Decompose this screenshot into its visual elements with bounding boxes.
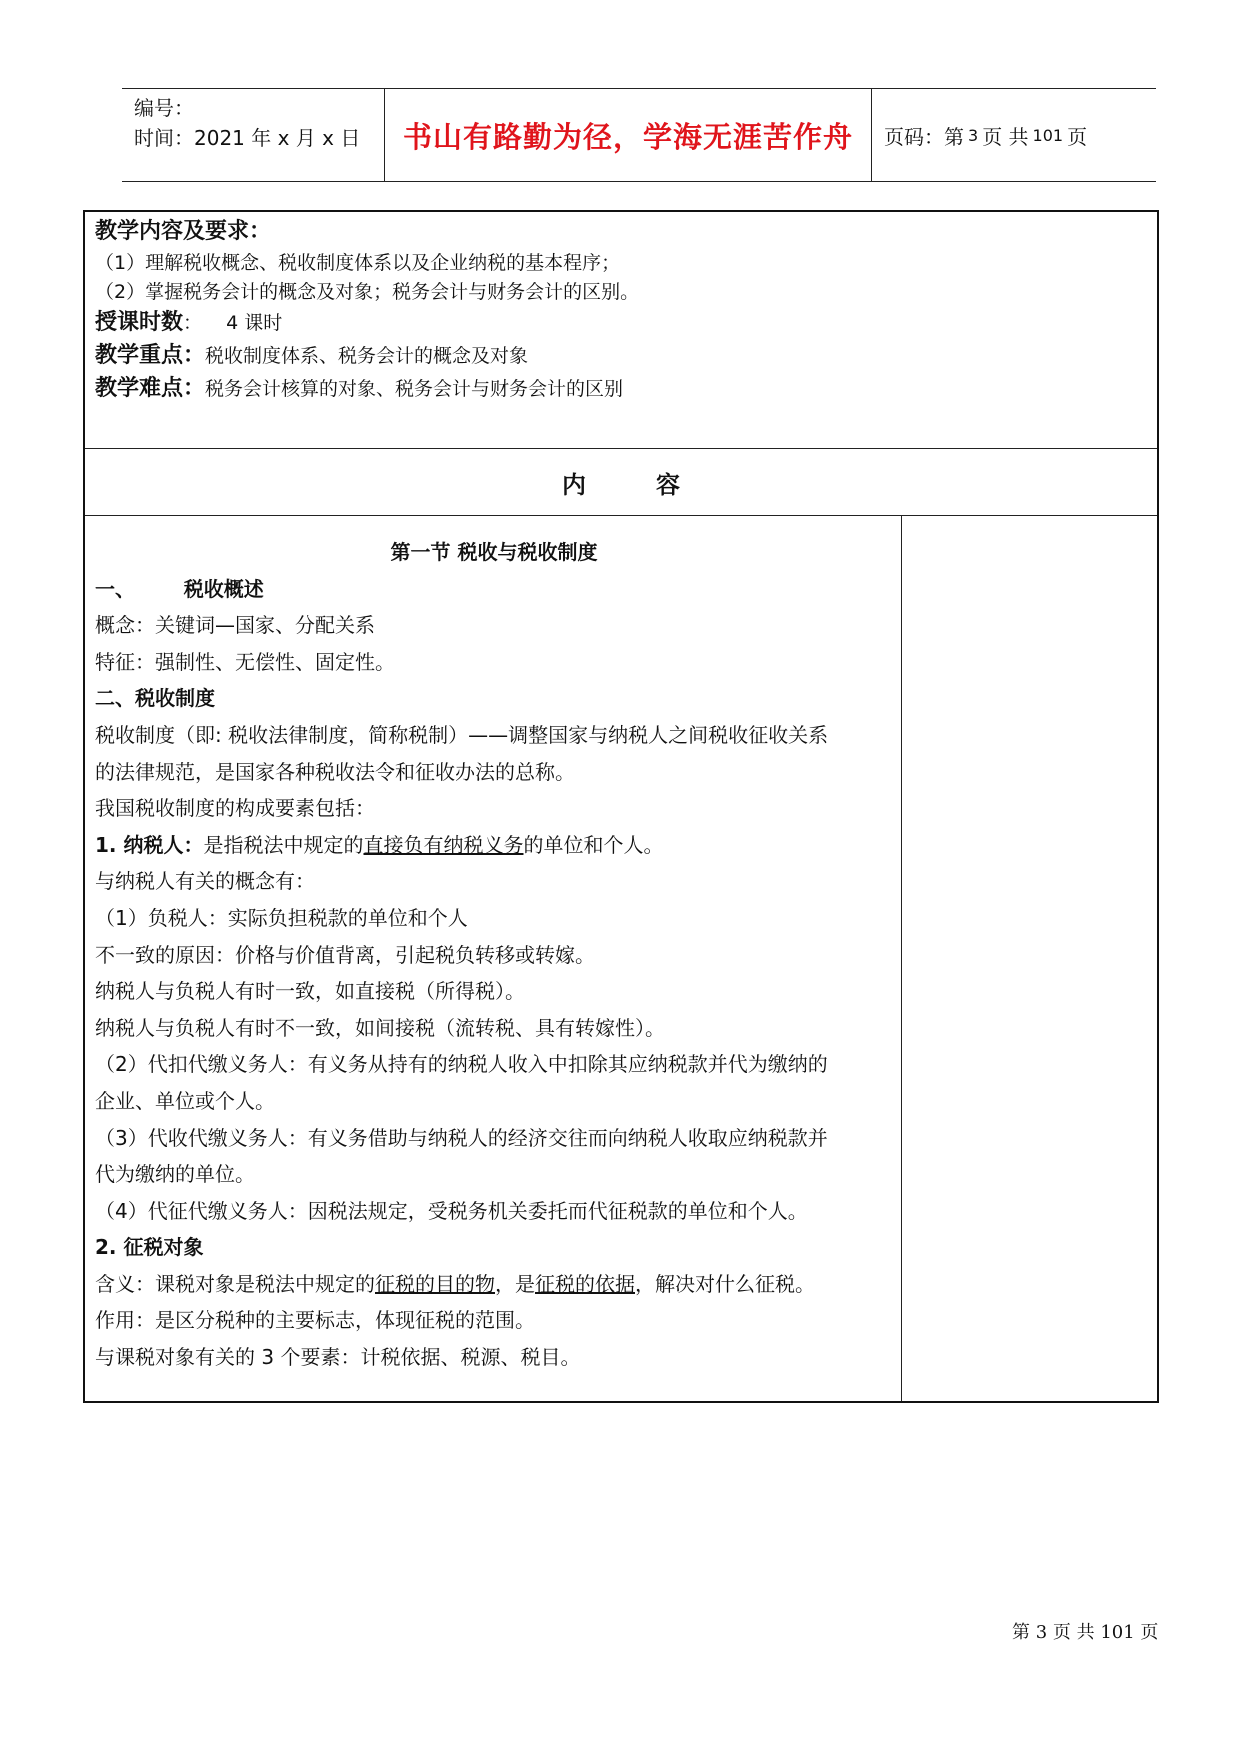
page-total: 101 [1032,125,1064,145]
entrusted-line: （4）代征代缴义务人：因税法规定，受税务机关委托而代征税款的单位和个人。 [95,1198,808,1223]
withholding-line-1: （2）代扣代缴义务人：有义务从持有的纳税人收入中扣除其应纳税款并代为缴纳的 [95,1052,828,1077]
notes-cell [902,516,1157,1401]
requirement-item-1: （1）理解税收概念、税收制度体系以及企业纳税的基本程序； [95,252,621,274]
inconsistent-line: 纳税人与负税人有时不一致，如间接税（流转税、具有转嫁性）。 [95,1015,665,1040]
hours-value: 4 课时 [226,312,283,334]
concept-line: 概念：关键词—国家、分配关系 [95,613,375,638]
heading-tax-object: 2. 征税对象 [95,1235,204,1260]
consistent-line: 纳税人与负税人有时一致，如直接税（所得税）。 [95,979,525,1004]
collecting-line-2: 代为缴纳的单位。 [95,1162,255,1187]
features-line: 特征：强制性、无偿性、固定性。 [95,649,395,674]
page-mid: 页 共 [982,124,1029,149]
lesson-table [83,210,1159,1403]
meaning-post: ，解决对什么征税。 [635,1271,815,1296]
meaning-mid: ，是 [495,1271,535,1296]
collecting-line-1: （3）代收代缴义务人：有义务借助与纳税人的经济交往而向纳税人收取应纳税款并 [95,1125,828,1150]
withholding-line-2: 企业、单位或个人。 [95,1088,275,1113]
section-title: 第一节 税收与税收制度 [390,540,598,564]
reason-line: 不一致的原因：价格与价值背离，引起税负转移或转嫁。 [95,942,595,967]
time-label: 时间：2021 年 x 月 x 日 [134,126,361,150]
definition-line-2: 的法律规范，是国家各种税收法令和征收办法的总称。 [95,759,575,784]
hours-label: 授课时数 [95,310,184,335]
number-label: 编号： [134,96,194,120]
meaning-pre: 含义：课税对象是税法中规定的 [95,1271,375,1296]
taxpayer-post: 的单位和个人。 [523,832,664,857]
three-elements-line: 与课税对象有关的 3 个要素：计税依据、税源、税目。 [95,1345,581,1370]
header-motto: 书山有路勤为径，学海无涯苦作舟 [384,89,872,181]
key-point-value: 税收制度体系、税务会计的概念及对象 [205,345,529,367]
requirements-title: 教学内容及要求： [95,219,272,244]
effect-line: 作用：是区分税种的主要标志，体现征税的范围。 [95,1308,535,1333]
page-suffix: 页 [1067,124,1088,149]
header-meta [122,89,384,181]
page-prefix: 页码：第 [884,124,964,149]
taxpayer-pre: 是指税法中规定的 [203,832,364,857]
taxpayer-line [95,827,893,864]
page-footer: 第 3 页 共 101 页 [1012,1622,1159,1643]
heading-tax-system: 二、税收制度 [95,686,215,711]
requirements-cell [85,212,1157,449]
content-heading: 内容 [85,449,1157,516]
page-current: 3 [968,125,979,145]
meaning-underlined-1: 征税的目的物 [375,1271,495,1296]
difficult-point-label: 教学难点： [95,376,206,401]
requirement-item-2: （2）掌握税务会计的概念及对象；税务会计与财务会计的区别。 [95,281,640,303]
content-cell [85,516,902,1401]
tax-bearer-line: （1）负税人：实际负担税款的单位和个人 [95,905,468,930]
difficult-point-value: 税务会计核算的对象、税务会计与财务会计的区别 [205,378,624,400]
meaning-line [95,1266,893,1303]
heading-tax-overview: 一、 税收概述 [95,576,264,601]
related-concepts: 与纳税人有关的概念有： [95,869,315,894]
key-point-label: 教学重点： [95,343,206,368]
page-header [122,88,1156,182]
header-page-number [872,89,1156,181]
elements-intro: 我国税收制度的构成要素包括： [95,796,375,821]
meaning-underlined-2: 征税的依据 [535,1271,635,1296]
hours-sep: ： [183,312,203,334]
definition-line-1: 税收制度（即: 税收法律制度，简称税制）——调整国家与纳税人之间税收征收关系 [95,722,829,747]
taxpayer-underlined: 直接负有纳税义务 [363,832,524,857]
taxpayer-label: 1. 纳税人： [95,832,204,857]
